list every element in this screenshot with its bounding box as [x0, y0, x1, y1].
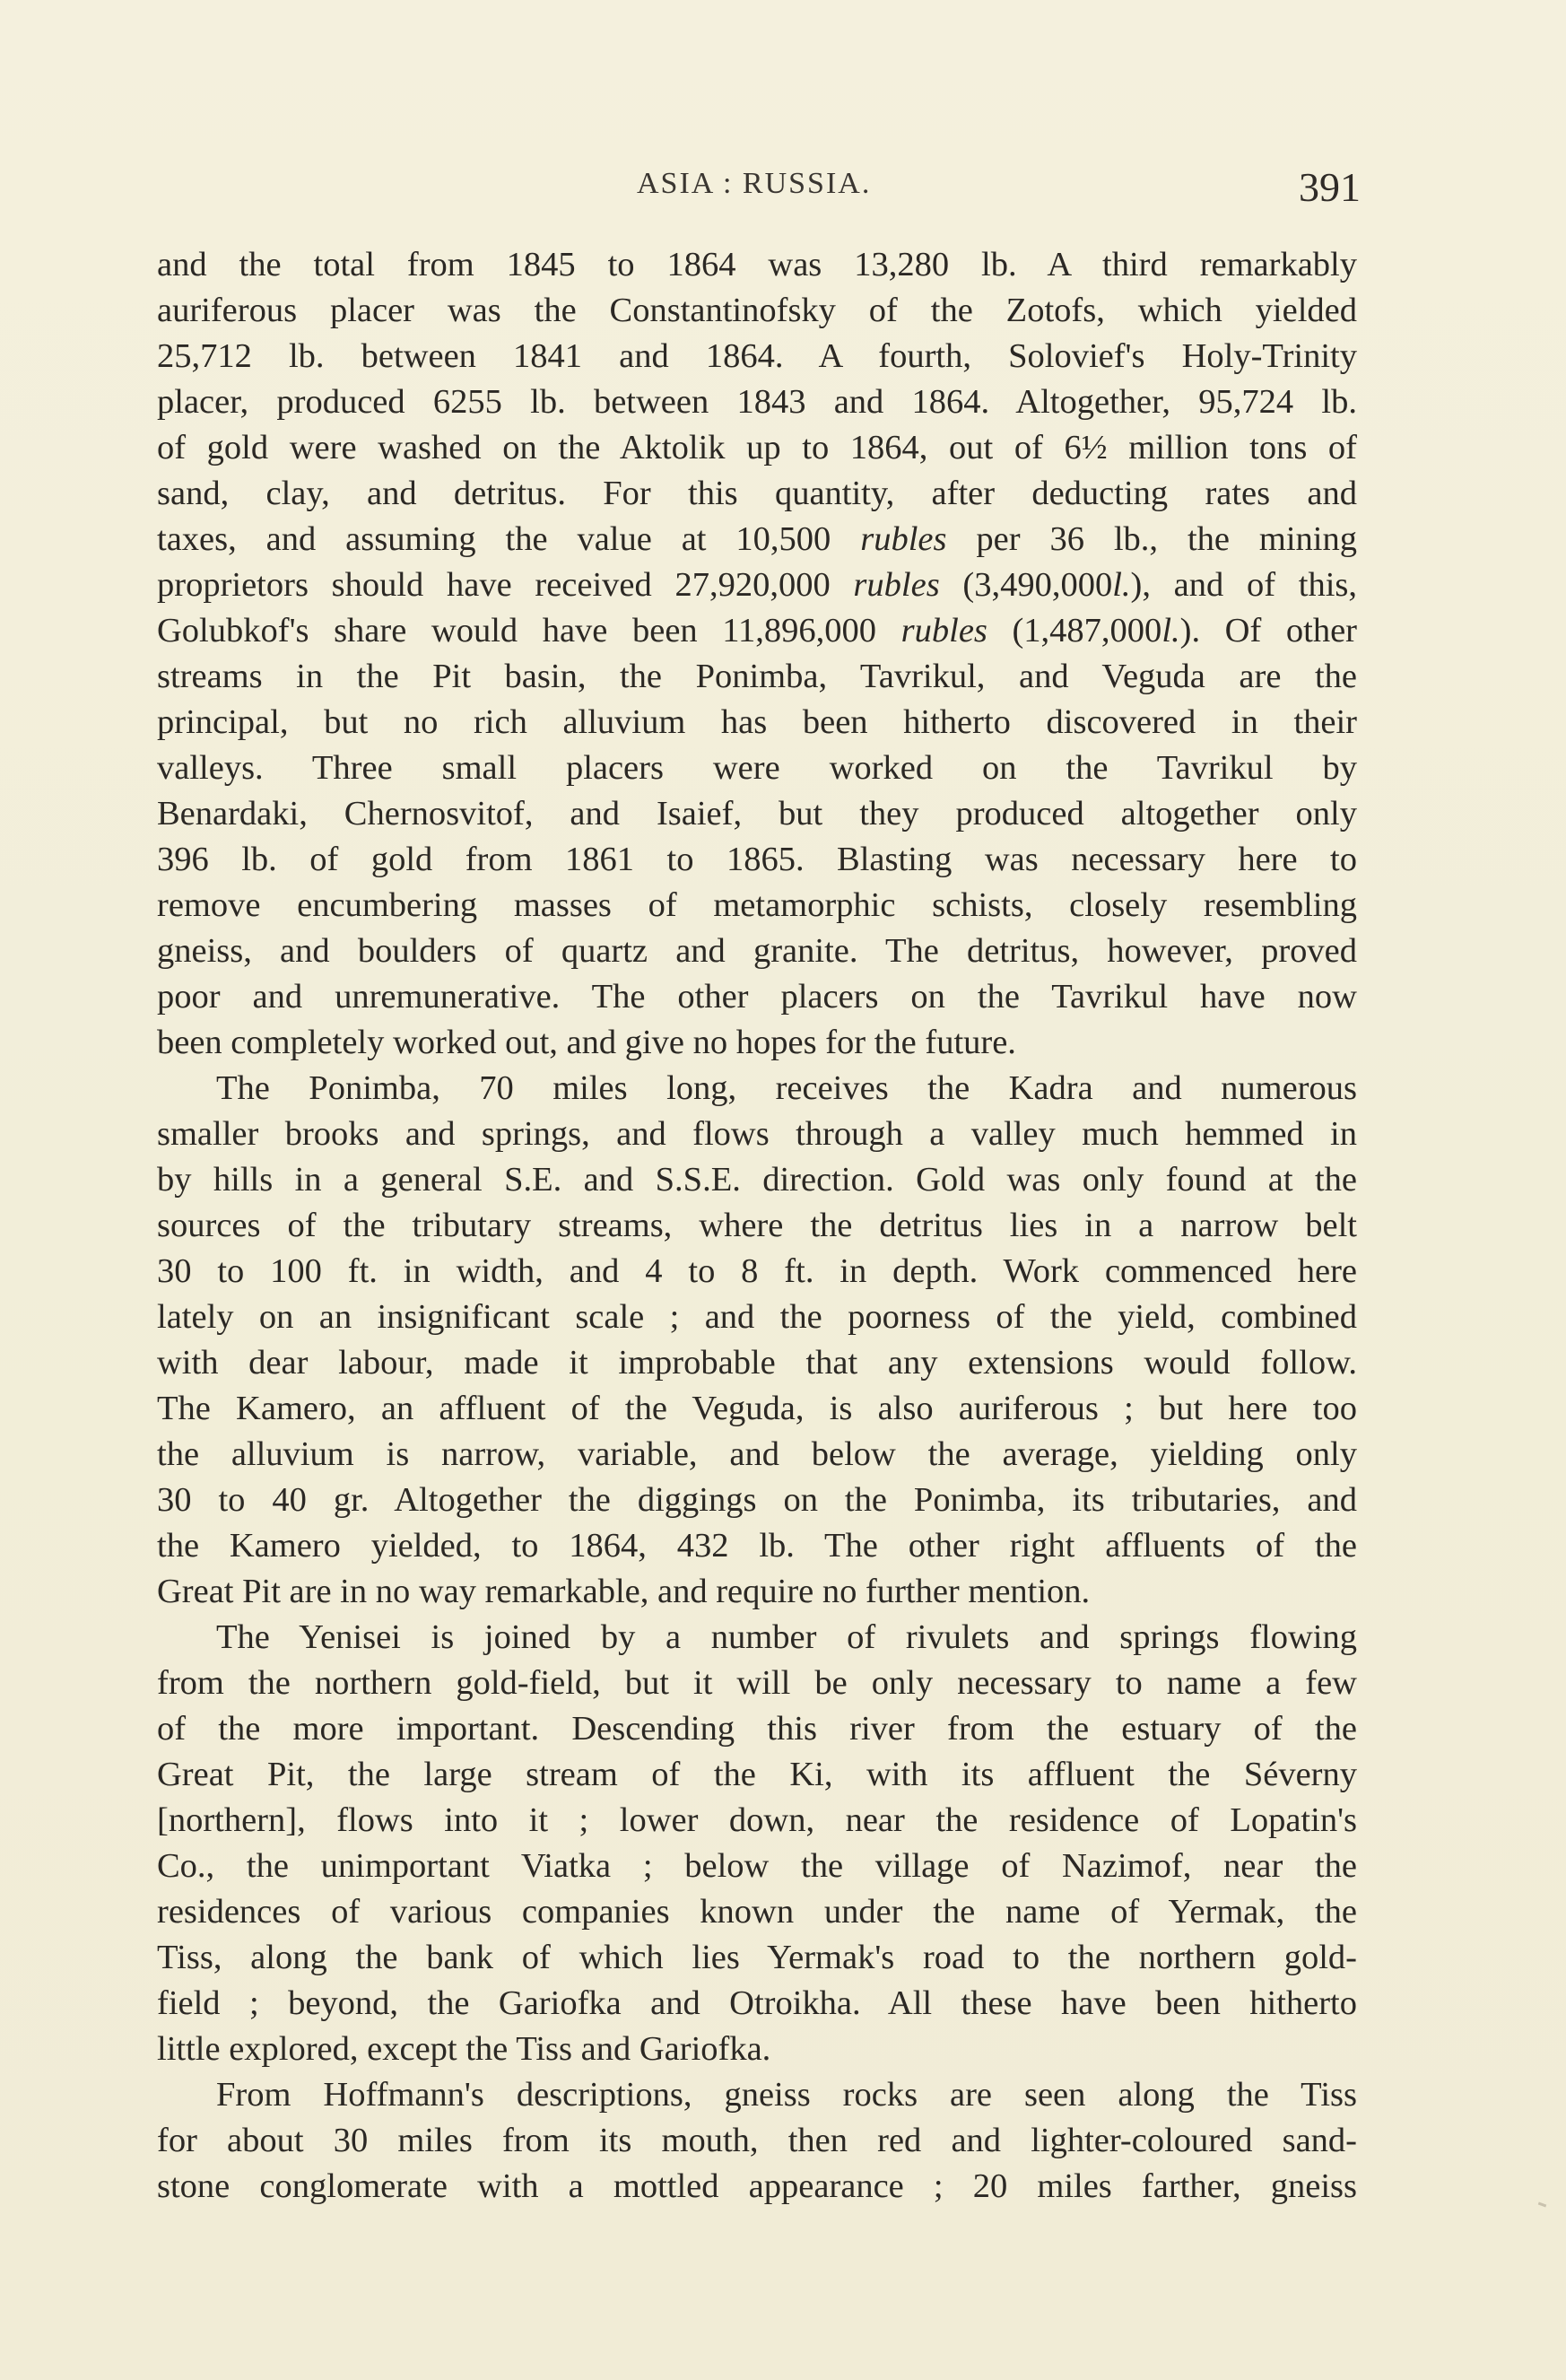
- text-run: ), and of this,: [1130, 566, 1357, 604]
- italic-text: rubles: [860, 520, 947, 558]
- text-line: [157, 928, 1357, 974]
- text-line: [157, 471, 1357, 517]
- text-run: for about 30 miles from its mouth, then red and lighter-coloured sand-: [157, 2122, 1357, 2159]
- text-run: 30 to 40 gr. Altogether the diggings on the Ponimba, its tributaries, and: [157, 1481, 1357, 1519]
- text-run: (3,490,000: [939, 566, 1113, 604]
- text-line: [157, 1615, 1357, 1661]
- text-line: [157, 1478, 1357, 1523]
- text-line: [157, 334, 1357, 379]
- text-line: [157, 1523, 1357, 1569]
- text-run: 396 lb. of gold from 1861 to 1865. Blasting was necessary here to: [157, 841, 1357, 878]
- text-line: [157, 562, 1357, 608]
- text-line: [157, 1020, 1357, 1066]
- text-run: streams in the Pit basin, the Ponimba, Tavrikul, and Veguda are the: [157, 658, 1357, 695]
- text-run: The Ponimba, 70 miles long, receives the Kadra and numerous: [216, 1069, 1357, 1107]
- text-line: [157, 1844, 1357, 1889]
- text-run: 25,712 lb. between 1841 and 1864. A fourth, Solovief's Holy-Trinity: [157, 337, 1357, 375]
- text-run: poor and unremunerative. The other placers on the Tavrikul have now: [157, 978, 1357, 1016]
- text-run: lately on an insignificant scale ; and the poorness of the yield, combined: [157, 1298, 1357, 1336]
- text-run: The Yenisei is joined by a number of rivulets and springs flowing: [216, 1618, 1357, 1656]
- text-line: [157, 288, 1357, 334]
- text-run: residences of various companies known under the name of Yermak, the: [157, 1893, 1357, 1931]
- body-text: [157, 242, 1357, 2210]
- text-line: [157, 1432, 1357, 1478]
- text-line: [157, 791, 1357, 837]
- text-line: [157, 1981, 1357, 2027]
- text-run: 30 to 100 ft. in width, and 4 to 8 ft. in depth. Work commenced here: [157, 1252, 1357, 1290]
- text-line: [157, 1112, 1357, 1157]
- text-line: [157, 379, 1357, 425]
- text-run: Co., the unimportant Viatka ; below the village of Nazimof, near the: [157, 1847, 1357, 1885]
- page-number: 391: [1299, 164, 1361, 210]
- text-line: [157, 1203, 1357, 1249]
- text-run: The Kamero, an affluent of the Veguda, is also auriferous ; but here too: [157, 1390, 1357, 1427]
- text-run: been completely worked out, and give no hopes for the future.: [157, 1024, 1016, 1061]
- text-run: of gold were washed on the Aktolik up to 1864, out of 6½ million tons of: [157, 429, 1357, 466]
- text-line: [157, 2118, 1357, 2164]
- text-run: Great Pit are in no way remarkable, and require no further mention.: [157, 1573, 1091, 1610]
- text-run: ). Of other: [1179, 612, 1357, 649]
- text-run: gneiss, and boulders of quartz and granite. The detritus, however, proved: [157, 932, 1357, 970]
- italic-text: l.: [1112, 566, 1131, 604]
- text-line: [157, 1569, 1357, 1615]
- text-line: [157, 654, 1357, 700]
- text-run: [northern], flows into it ; lower down, near the residence of Lopatin's: [157, 1801, 1357, 1839]
- text-run: (1,487,000: [987, 612, 1162, 649]
- text-line: [157, 425, 1357, 471]
- text-line: [157, 1249, 1357, 1295]
- text-run: little explored, except the Tiss and Gariofka.: [157, 2030, 771, 2068]
- text-line: [157, 1295, 1357, 1340]
- running-title: ASIA : RUSSIA.: [637, 167, 872, 200]
- text-run: the alluvium is narrow, variable, and below the average, yielding only: [157, 1435, 1357, 1473]
- italic-text: l.: [1161, 612, 1180, 649]
- text-run: Benardaki, Chernosvitof, and Isaief, but they produced altogether only: [157, 795, 1357, 833]
- text-line: [157, 1798, 1357, 1844]
- text-line: [157, 608, 1357, 654]
- text-line: [157, 1066, 1357, 1112]
- text-line: [157, 1889, 1357, 1935]
- text-run: sand, clay, and detritus. For this quantity, after deducting rates and: [157, 475, 1357, 512]
- italic-text: rubles: [900, 612, 987, 649]
- text-line: [157, 1386, 1357, 1432]
- text-line: [157, 1706, 1357, 1752]
- text-line: [157, 883, 1357, 928]
- text-run: proprietors should have received 27,920,000: [157, 566, 854, 604]
- text-line: [157, 745, 1357, 791]
- text-run: Great Pit, the large stream of the Ki, with its affluent the Séverny: [157, 1756, 1357, 1793]
- running-head: [0, 164, 1566, 212]
- paper-speck: [1538, 2202, 1546, 2208]
- text-run: with dear labour, made it improbable that any extensions would follow.: [157, 1344, 1357, 1382]
- text-run: Tiss, along the bank of which lies Yermak's road to the northern gold-: [157, 1939, 1357, 1976]
- text-run: principal, but no rich alluvium has been hitherto discovered in their: [157, 703, 1357, 741]
- text-run: per 36 lb., the mining: [946, 520, 1357, 558]
- text-run: From Hoffmann's descriptions, gneiss rocks are seen along the Tiss: [216, 2076, 1357, 2114]
- text-run: field ; beyond, the Gariofka and Otroikha. All these have been hitherto: [157, 1984, 1357, 2022]
- text-line: [157, 974, 1357, 1020]
- text-run: valleys. Three small placers were worked on the Tavrikul by: [157, 749, 1357, 787]
- text-run: sources of the tributary streams, where the detritus lies in a narrow belt: [157, 1207, 1357, 1244]
- text-run: remove encumbering masses of metamorphic schists, closely resembling: [157, 886, 1357, 924]
- text-run: stone conglomerate with a mottled appearance ; 20 miles farther, gneiss: [157, 2167, 1357, 2205]
- text-run: Golubkof's share would have been 11,896,000: [157, 612, 901, 649]
- text-line: [157, 2072, 1357, 2118]
- text-run: placer, produced 6255 lb. between 1843 and 1864. Altogether, 95,724 lb.: [157, 383, 1357, 421]
- text-line: [157, 1935, 1357, 1981]
- text-run: by hills in a general S.E. and S.S.E. direction. Gold was only found at the: [157, 1161, 1357, 1199]
- italic-text: rubles: [853, 566, 940, 604]
- text-line: [157, 2027, 1357, 2072]
- text-run: the Kamero yielded, to 1864, 432 lb. The other right affluents of the: [157, 1527, 1357, 1565]
- text-run: and the total from 1845 to 1864 was 13,280 lb. A third remarkably: [157, 246, 1357, 283]
- text-line: [157, 1661, 1357, 1706]
- text-run: taxes, and assuming the value at 10,500: [157, 520, 861, 558]
- text-line: [157, 837, 1357, 883]
- text-run: auriferous placer was the Constantinofsky of the Zotofs, which yielded: [157, 292, 1357, 329]
- text-run: of the more important. Descending this river from the estuary of the: [157, 1710, 1357, 1748]
- text-line: [157, 517, 1357, 562]
- text-line: [157, 1340, 1357, 1386]
- text-line: [157, 2164, 1357, 2210]
- text-line: [157, 700, 1357, 745]
- text-line: [157, 242, 1357, 288]
- text-run: from the northern gold-field, but it will be only necessary to name a few: [157, 1664, 1357, 1702]
- text-line: [157, 1752, 1357, 1798]
- text-run: smaller brooks and springs, and flows through a valley much hemmed in: [157, 1115, 1357, 1153]
- text-line: [157, 1157, 1357, 1203]
